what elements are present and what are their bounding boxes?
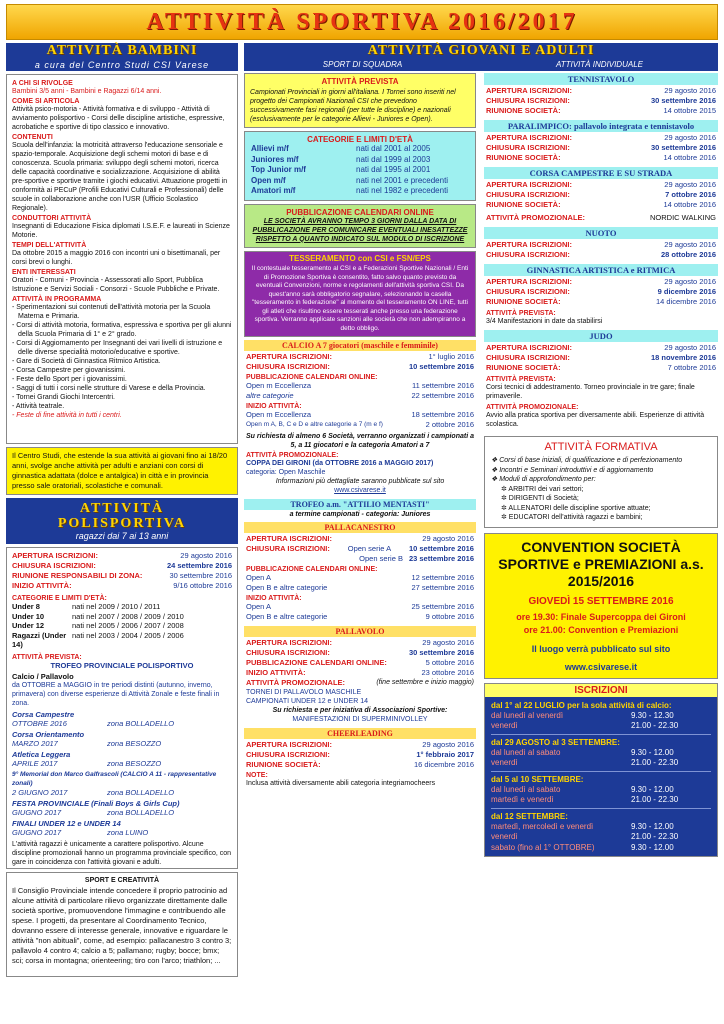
trofeo-title: TROFEO PROVINCIALE POLISPORTIVO [50, 660, 194, 670]
section-label: COME SI ARTICOLA [12, 98, 80, 105]
event: FINALI UNDER 12 e UNDER 14 GIUGNO 2017 zona LUINO [12, 818, 149, 837]
polisportiva-title: POLISPORTIVA [57, 516, 187, 531]
prevista-box [244, 73, 476, 128]
categorie-box [244, 131, 476, 201]
formativa-box [484, 436, 718, 528]
pallacanestro-block: APERTURA ISCRIZIONI: 29 agosto 2016 CHIUSURA ISCRIZIONI: Open serie A 10 settembre 2016 Open serie B 23 settembre 2016 PUBBLICAZIONE CALENDARI ONLINE: Open A 12 settembre 2016 Open B e altre categorie 27 settembre 2016 INIZIO ATTIVITÀ: Open A 25 settembre 2016 Open B e altre categorie 9 ottobre 2016 [246, 534, 474, 621]
iscrizioni-box: ISCRIZIONI dal 1° al 22 LUGLIO per la sola attività di calcio: dal lunedì al venerdì 9.30 - 12.30 venerdì 21.00 - 22.30 dal 29 AGOSTO al 3 SETTEMBRE: dal lunedì al sabato 9.30 - 12.00 venerdì 21.00 - 22.30 dal 5 al 10 SETTEMBRE: dal lunedì al sabato 9.30 - 12.00 martedì e venerdì 21.00 - 22.30 dal 12 SETTEMBRE: martedì, mercoledì e venerdì 9.30 - 12.00 venerdì 21.00 - 22.30 sabato (fino al 1° OTTOBRE) 9.30 - 12.00 [484, 683, 718, 858]
section-label: A CHI SI RIVOLGE [12, 80, 73, 87]
section-label: CONTENUTI [12, 134, 53, 141]
pallacanestro-title: PALLACANESTRO [244, 522, 476, 533]
section-title: GINNASTICA ARTISTICA e RITMICA [484, 264, 718, 276]
event: Corsa Campestre OTTOBRE 2016 zona BOLLADELLO [12, 709, 175, 728]
section-text: Attività psico-motoria - Attività formativa e di sviluppo - Attività di avviamento polisportivo - Corsi delle discipline artistiche, espressive, acrobatiche e sportive di tipo classico e innovativo. [12, 106, 225, 131]
section-text: Da ottobre 2015 a maggio 2016 con incontri uni o bisettimanali, per corsi brevi o lunghi. [12, 250, 221, 266]
list-item: ✲ ARBITRI dei vari settori; [501, 485, 584, 493]
prevista-body: Campionati Provinciali in giorni all'italiana. I Tornei sono inseriti nel progetto dei Campionati Nazionali CSI che prevedono successivamente fasi regionali (per tutte le discipline) e nazionali (esclusivamente per le categorie Allievi - Juniores e Open). [250, 89, 456, 123]
section-label: ATTIVITÀ IN PROGRAMMA [12, 296, 102, 303]
giovani-header [244, 43, 718, 59]
event: Atletica Leggera APRILE 2017 zona BESOZZO [12, 749, 162, 768]
calcio-pallavolo: Calcio / Pallavolo [12, 671, 74, 681]
list-item: ❖ Incontri e Seminari introduttivi e di aggiornamento [491, 466, 654, 474]
list-item: - Corsa Campestre per giovanissimi. [12, 367, 126, 374]
bambini-info [6, 74, 238, 444]
section-text: Insegnanti di Educazione Fisica diplomati I.S.E.F. e laureati in Scienze Motorie. [12, 223, 230, 239]
list-item: ✲ ALLENATORI delle discipline sportive attuate; [501, 504, 651, 512]
mentasti-sub: a termine campionati - categoria: Juniores [289, 511, 431, 518]
list-item: ✲ DIRIGENTI di Società; [501, 495, 579, 502]
section-title: TENNISTAVOLO [484, 73, 718, 85]
section-text: Oratori - Comuni - Provincia - Assessorati allo Sport, Pubblica Istruzione e Servizi Sociali - Consorzi - Scuole Pubbliche e Private. [12, 277, 220, 293]
list-item: - Corsi di attività motoria, formativa, espressiva e sportiva per gli alunni della Scuola Primaria di 1° e 2° grado. [12, 322, 232, 338]
section-text: Scuola dell'infanzia: la motricità attraverso l'educazione sensoriale e spazio-temporale. Acquisizione degli schemi motori di base e di conoscenza. Scuola primaria: sviluppo degli schemi motori, ricerca delle capacità coordinative e socializzazione. Acquisizione di abilità pre-sportive e sportive tramite i giochi educativi. Attuazione progetti in conformità ai PECuP (Profili Educativi Culturali e Professionali) delle scuole in collaborazione anche con l'USR (Ufficio Scolastico Regionale). [12, 142, 228, 212]
section-label: TEMPI DELL'ATTIVITÀ [12, 242, 87, 249]
date-row: APERTURA ISCRIZIONI: 29 agosto 2016 [12, 551, 232, 560]
calcio7-note: Su richiesta di almeno 6 Società, verranno organizzati i campionati a 5, a 11 giocatori e la categoria Amatori a 7 [246, 433, 474, 449]
date-row: CHIUSURA ISCRIZIONI: 24 settembre 2016 [12, 561, 232, 570]
convention-event: ore 19.30: Finale Supercoppa dei Gironi [516, 611, 686, 622]
polisportiva-title: ATTIVITÀ [79, 501, 165, 516]
section-label: ENTI INTERESSATI [12, 269, 76, 276]
convention-site-link[interactable]: www.csivarese.it [564, 661, 638, 672]
calcio-text: da OTTOBRE a MAGGIO in tre periodi distinti (autunno, inverno, primavera) con diverse esperienze di Attività Zonale e feste finali in zona. [12, 681, 220, 707]
event: 9° Memorial don Marco Galfrascoli (CALCIO A 11 - rappresentative zonali) 2 GIUGNO 2017 zona BOLLADELLO [12, 770, 217, 797]
section-title: PARALIMPICO: pallavolo integrata e tennistavolo [484, 120, 718, 132]
section-label: CONDUTTORI ATTIVITÀ [12, 215, 92, 222]
prevista-title: ATTIVITÀ PREVISTA [321, 77, 399, 86]
bambini-header [6, 43, 238, 71]
right-column [244, 43, 718, 977]
individuale-column: TENNISTAVOLO APERTURA ISCRIZIONI: 29 agosto 2016 CHIUSURA ISCRIZIONI: 30 settembre 2016 RIUNIONE SOCIETÀ: 14 ottobre 2015 PARALIMPICO: pallavolo integrata e tennistavolo APERTURA ISCRIZIONI: 29 agosto 2016 CHIUSURA ISCRIZIONI: 30 settembre 2016 RIUNIONE SOCIETÀ: 14 ottobre 2016 CORSA CAMPESTRE E SU STRADA APERTURA ISCRIZIONI: 29 agosto 2016 CHIUSURA ISCRIZIONI: 7 ottobre 2016 RIUNIONE SOCIETÀ: 14 ottobre 2016 ATTIVITÀ PROMOZIONALE: NORDIC WALKING NUOTO APERTURA ISCRIZIONI: 29 agosto 2016 CHIUSURA ISCRIZIONI: 28 ottobre 2016 GINNASTICA ARTISTICA e RITMICA APERTURA ISCRIZIONI: 29 agosto 2016 CHIUSURA ISCRIZIONI: 9 dicembre 2016 RIUNIONE SOCIETÀ: 14 dicembre 2016 ATTIVITÀ PREVISTA: 3/4 Manifestazioni in date da stabilirsi JUDO APERTURA ISCRIZIONI: 29 agosto 2016 CHIUSURA ISCRIZIONI: 18 novembre 2016 RIUNIONE SOCIETÀ: 7 ottobre 2016 ATTIVITÀ PREVISTA: Corsi tecnici di addestramento. Torneo provinciale in tre gare; finale primaverile. ATTIVITÀ PROMOZIONALE: Avvio alla pratica sportiva per diversamente abili. Esperienze di attività scolastica. ATTIVITÀ FORMATIVA ❖ Corsi di base iniziali, di qualificazione e di perfezionamento ❖ Incontri e Seminari introduttivi e di aggiornamento ❖ Moduli di approfondimento per: ✲ ARBITRI dei vari settori; ✲ DIRIGENTI di Società; ✲ ALLENATORI delle discipline sportive attuate; ✲ EDUCATORI dell'attività ragazzi e bambini; CONVENTION SOCIETÀ SPORTIVE e PREMIAZIONI a.s. 2015/2016 GIOVEDÌ 15 SETTEMBRE 2016 ore 19.30: Finale Supercoppa dei Gironi ore 21.00: Convention e Premiazioni Il luogo verrà pubblicato sul sito www.csivarese.it ISCRIZIONI dal 1° al 22 LUGLIO per la sola attività di calcio: dal lunedì al venerdì 9.30 - 12.30 venerdì 21.00 - 22.30 dal 29 AGOSTO al 3 SETTEMBRE: dal lunedì al sabato 9.30 - 12.00 venerdì 21.00 - 22.30 dal 5 al 10 SETTEMBRE: dal lunedì al sabato 9.30 - 12.00 martedì e venerdì 21.00 - 22.30 dal 12 SETTEMBRE: martedì, mercoledì e venerdì 9.30 - 12.00 venerdì 21.00 - 22.30 sabato (fino al 1° OTTOBRE) 9.30 - 12.00 [484, 73, 718, 857]
sport-creativita-title: SPORT E CREATIVITÀ [84, 877, 160, 884]
tesseramento-box [244, 251, 476, 338]
category-row: Juniores m/f nati dal 1999 al 2003 [251, 154, 431, 164]
section-title: CORSA CAMPESTRE E SU STRADA [484, 167, 718, 179]
bambini-subtitle: a cura del Centro Studi CSI Varese [34, 60, 210, 70]
squadra-column [244, 73, 476, 857]
page-title: ATTIVITÀ SPORTIVA 2016/2017 [146, 8, 578, 35]
left-column [6, 43, 238, 977]
formativa-title: ATTIVITÀ FORMATIVA [544, 441, 658, 453]
list-item: ✲ EDUCATORI dell'attività ragazzi e bambini; [501, 514, 643, 521]
list-item: - Attività teatrale. [12, 403, 65, 410]
section-title: JUDO [484, 330, 718, 342]
list-item: - Feste dello Sport per i giovanissimi. [12, 376, 127, 383]
pubblicazione-title: PUBBLICAZIONE CALENDARI ONLINE [286, 207, 434, 217]
event: Corsa Orientamento MARZO 2017 zona BESOZZO [12, 729, 162, 748]
iscrizioni-title: ISCRIZIONI [485, 684, 717, 697]
polisportiva-info [6, 547, 238, 869]
categorie-title: CATEGORIE E LIMITI D'ETÀ [307, 135, 413, 144]
polisportiva-subtitle: ragazzi dai 7 ai 13 anni [75, 531, 169, 541]
giovani-subbar [244, 59, 718, 71]
bambini-title: ATTIVITÀ BAMBINI [46, 43, 198, 58]
category-row: Open m/f nati nel 2001 e precedenti [251, 175, 449, 185]
pallavolo-title: PALLAVOLO [244, 626, 476, 637]
calcio7-block: APERTURA ISCRIZIONI: 1° luglio 2016 CHIUSURA ISCRIZIONI: 10 settembre 2016 PUBBLICAZIONE CALENDARI ONLINE: Open m Eccellenza 11 settembre 2016 altre categorie 22 settembre 2016 INIZIO ATTIVITÀ: Open m Eccellenza 18 settembre 2016 Open m A, B, C e D e altre categorie a 7 (m e f) 2 ottobre 2016 Su richiesta di almeno 6 Società, verranno organizzati i campionati a 5, a 11 giocatori e la categoria Amatori a 7 ATTIVITÀ PROMOZIONALE: COPPA DEI GIRONI (da OTTOBRE 2016 a MAGGIO 2017) categoria: Open Maschile Informazioni più dettagliate saranno pubblicate sul sito www.csivarese.it [246, 352, 474, 494]
list-item: - Tornei Grandi Giochi Intercentri. [12, 394, 115, 401]
site-link[interactable]: www.csivarese.it [334, 487, 386, 494]
prev-label: ATTIVITÀ PREVISTA: [12, 653, 82, 661]
category-row: Allievi m/f nati dal 2001 al 2005 [251, 144, 431, 153]
mentasti-title: TROFEO a.m. "ATTILIO MENTASTI" [244, 499, 476, 510]
convention-event: ore 21.00: Convention e Premiazioni [523, 624, 679, 635]
category-row: Top Junior m/f nati dal 1995 al 2001 [251, 165, 431, 174]
cheerleading-title: CHEERLEADING [244, 728, 476, 739]
giovani-title: ATTIVITÀ GIOVANI E ADULTI [367, 43, 595, 58]
sport-squadra-label: SPORT DI SQUADRA [322, 60, 403, 69]
list-item: - Sperimentazioni sui contenuti dell'attività motoria per la Scuola Materna e Primaria. [12, 304, 211, 320]
tesseramento-title: TESSERAMENTO con CSI e FSN/EPS [289, 253, 431, 263]
main-header [6, 4, 718, 40]
pubblicazione-box [244, 204, 476, 248]
categories-label: CATEGORIE E LIMITI D'ETÀ: [12, 595, 107, 602]
event: FESTA PROVINCIALE (Finali Boys & Girls Cup) GIUGNO 2017 zona BOLLADELLO [12, 798, 180, 817]
section-title: NUOTO [484, 227, 718, 239]
calcio7-title: CALCIO A 7 giocatori (maschile e femminile) [244, 340, 476, 351]
pallavolo-block: APERTURA ISCRIZIONI: 29 agosto 2016 CHIUSURA ISCRIZIONI: 30 settembre 2016 PUBBLICAZIONE CALENDARI ONLINE: 5 ottobre 2016 INIZIO ATTIVITÀ: 23 ottobre 2016 ATTIVITÀ PROMOZIONALE: (fine settembre e inizio maggio) TORNEI DI PALLAVOLO MASCHILE CAMPIONATI UNDER 12 e UNDER 14 Su richiesta e per iniziativa di Associazioni Sportive: MANIFESTAZIONI DI SUPERMINIVOLLEY [246, 638, 474, 723]
tesseramento-body: Il contestuale tesseramento al CSI e a Federazioni Sportive Nazionali / Enti di Promozione Sportiva è consentito, fatto salvo quanto previsto da eventuali Convenzioni, norme e regolamenti dell'attività sportiva CSI. Da quest'anno sarà obbligatorio segnalare, selezionando la casella "tesseramento in federazione" al momento del tesseramento ON LINE, tutti gli atleti che risultino essere tesserati anche presso una federazione sportiva. Verranno applicate sanzioni alle società che non adempiranno a detto obbligo. [251, 265, 469, 332]
centro-studi-note: Il Centro Studi, che estende la sua attività ai giovani fino ai 18/20 anni, svolge anche attività per adulti e anziani con corsi di ginnastica adattata (dolce e antalgica) in città e in provincia presso sale oratoriali, scolastiche e comunali. [6, 447, 238, 495]
list-item: - Gare di Società di Ginnastica Ritmico Artistica. [12, 358, 161, 365]
age-table: Under 8 nati nel 2009 / 2010 / 2011 Under 10 nati nel 2007 / 2008 / 2009 / 2010 Under 12 nati nel 2005 / 2006 / 2007 / 2008 Ragazzi (Under 14) nati nel 2003 / 2004 / 2005 / 2006 [12, 602, 184, 649]
convention-web: Il luogo verrà pubblicato sul sito [531, 643, 671, 654]
polisportiva-header [6, 498, 238, 544]
date-row: INIZIO ATTIVITÀ: 9/16 ottobre 2016 [12, 581, 232, 590]
convention-box [484, 533, 718, 679]
category-row: Amatori m/f nati nel 1982 e precedenti [251, 186, 449, 195]
convention-date: GIOVEDÌ 15 SETTEMBRE 2016 [528, 595, 674, 607]
polisportiva-footnote: L'attività ragazzi è unicamente a carattere polisportivo. Alcune discipline promozionali hanno un programma provinciale specifico, con gare in coincidenza con l'attività giovani e adulti. [12, 840, 232, 866]
list-item: ❖ Corsi di base iniziali, di qualificazione e di perfezionamento [491, 457, 683, 464]
list-item: - Saggi di tutti i corsi nelle strutture di Varese e della Provincia. [12, 385, 206, 392]
program-list [12, 303, 232, 420]
list-item: - Feste di fine attività in tutti i centri. [12, 412, 122, 419]
cheerleading-block: APERTURA ISCRIZIONI: 29 agosto 2016 CHIUSURA ISCRIZIONI: 1° febbraio 2017 RIUNIONE SOCIETÀ: 16 dicembre 2016 NOTE: Inclusa attività diversamente abili categoria integriamocheers [246, 740, 474, 787]
section-text: Bambini 3/5 anni - Bambini e Ragazzi 6/14 anni. [12, 88, 162, 95]
date-row: RIUNIONE RESPONSABILI DI ZONA: 30 settembre 2016 [12, 571, 232, 580]
list-item: ❖ Moduli di approfondimento per: [491, 476, 596, 483]
pubblicazione-body: LE SOCIETÀ AVRANNO TEMPO 3 GIORNI DALLA DATA DI PUBBLICAZIONE PER COMUNICARE EVENTUALI INESATTEZZE RISPETTO A QUANTO INDICATO SUL MODULO DI ISCRIZIONE [252, 217, 468, 243]
sport-creativita-box [6, 872, 238, 977]
attivita-individuale-label: ATTIVITÀ INDIVIDUALE [556, 60, 643, 69]
list-item: - Corsi di Aggiornamento per Insegnanti dei vari livelli di istruzione e delle diverse specialità motorio/educative e sportive. [12, 340, 223, 356]
convention-title: CONVENTION SOCIETÀ SPORTIVE e PREMIAZIONI a.s. 2015/2016 [498, 538, 704, 589]
sport-creativita-text: Il Consiglio Provinciale intende concedere il proprio patrocinio ad alcune attività di particolare rilievo organizzate direttamente dalle società sportive, promuovendone l'immagine e contribuendo alle spese. I progetti, da presentare al Coordinamento Tecnico, dovranno essere di interesse generale, innovative e riguardare le attività "non abituali", come, ad esempio: pallacanestro 3 contro 3; pallavolo 4 contro 4; calcio a 5; pallamano; rugby; bocce; bmx; sci; corsa in montagna; orienteering; tiro con l'arco; triathlon; ... [12, 886, 232, 965]
